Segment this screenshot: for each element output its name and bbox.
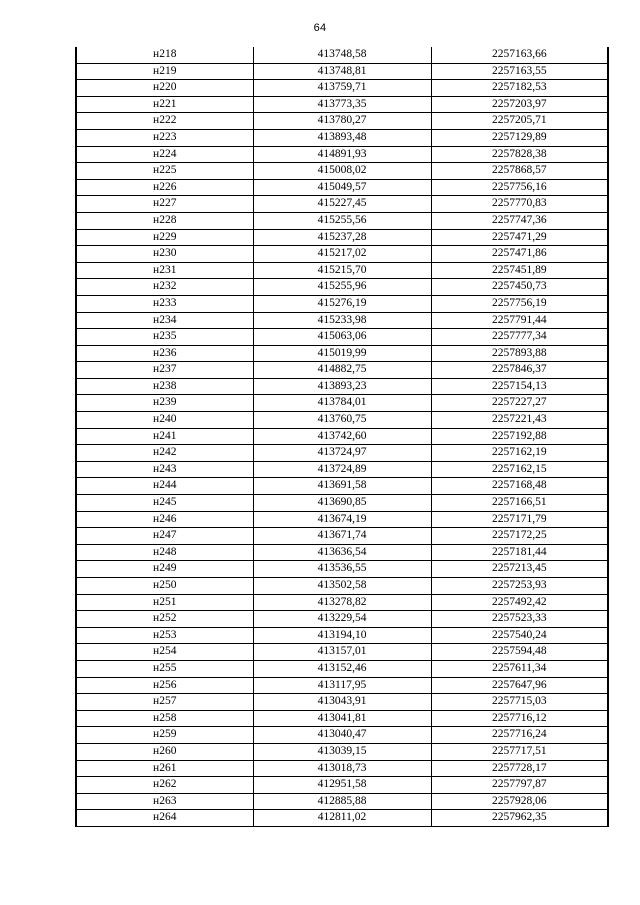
x-coordinate-cell: 413690,85 — [253, 495, 431, 512]
table-row — [76, 594, 608, 611]
y-coordinate-cell: 2257777,34 — [431, 329, 608, 346]
table-row — [76, 345, 608, 362]
y-coordinate-cell: 2257205,71 — [431, 113, 608, 130]
x-coordinate-cell: 413117,95 — [253, 677, 431, 694]
point-id-cell: н224 — [76, 146, 253, 163]
table-row — [76, 478, 608, 495]
point-id-cell: н219 — [76, 63, 253, 80]
point-id-cell: н240 — [76, 412, 253, 429]
x-coordinate-cell: 413893,23 — [253, 378, 431, 395]
y-coordinate-cell: 2257523,33 — [431, 611, 608, 628]
y-coordinate-cell: 2257192,88 — [431, 428, 608, 445]
table-row — [76, 146, 608, 163]
table-row — [76, 511, 608, 528]
y-coordinate-cell: 2257756,16 — [431, 179, 608, 196]
table-row — [76, 544, 608, 561]
table-row — [76, 561, 608, 578]
point-id-cell: н229 — [76, 229, 253, 246]
point-id-cell: н222 — [76, 113, 253, 130]
point-id-cell: н258 — [76, 710, 253, 727]
table-row — [76, 428, 608, 445]
x-coordinate-cell: 413194,10 — [253, 627, 431, 644]
table-row — [76, 660, 608, 677]
y-coordinate-cell: 2257717,51 — [431, 743, 608, 760]
coordinates-table — [75, 47, 609, 827]
y-coordinate-cell: 2257253,93 — [431, 578, 608, 595]
point-id-cell: н259 — [76, 727, 253, 744]
table-row — [76, 677, 608, 694]
table-row — [76, 727, 608, 744]
x-coordinate-cell: 413784,01 — [253, 395, 431, 412]
point-id-cell: н244 — [76, 478, 253, 495]
table-row — [76, 196, 608, 213]
table-row — [76, 810, 608, 827]
point-id-cell: н228 — [76, 212, 253, 229]
point-id-cell: н260 — [76, 743, 253, 760]
table-row — [76, 129, 608, 146]
y-coordinate-cell: 2257828,38 — [431, 146, 608, 163]
x-coordinate-cell: 412811,02 — [253, 810, 431, 827]
y-coordinate-cell: 2257770,83 — [431, 196, 608, 213]
x-coordinate-cell: 413039,15 — [253, 743, 431, 760]
table-row — [76, 179, 608, 196]
table-row — [76, 644, 608, 661]
point-id-cell: н254 — [76, 644, 253, 661]
x-coordinate-cell: 414891,93 — [253, 146, 431, 163]
table-row — [76, 80, 608, 97]
x-coordinate-cell: 415063,06 — [253, 329, 431, 346]
table-row — [76, 528, 608, 545]
y-coordinate-cell: 2257450,73 — [431, 279, 608, 296]
point-id-cell: н245 — [76, 495, 253, 512]
x-coordinate-cell: 415255,96 — [253, 279, 431, 296]
y-coordinate-cell: 2257213,45 — [431, 561, 608, 578]
table-row — [76, 229, 608, 246]
point-id-cell: н241 — [76, 428, 253, 445]
point-id-cell: н221 — [76, 96, 253, 113]
table-row — [76, 378, 608, 395]
y-coordinate-cell: 2257647,96 — [431, 677, 608, 694]
x-coordinate-cell: 413773,35 — [253, 96, 431, 113]
x-coordinate-cell: 413152,46 — [253, 660, 431, 677]
x-coordinate-cell: 413742,60 — [253, 428, 431, 445]
table-row — [76, 113, 608, 130]
table-row — [76, 777, 608, 794]
point-id-cell: н225 — [76, 163, 253, 180]
table-row — [76, 743, 608, 760]
x-coordinate-cell: 413041,81 — [253, 710, 431, 727]
table-row — [76, 627, 608, 644]
y-coordinate-cell: 2257129,89 — [431, 129, 608, 146]
x-coordinate-cell: 413502,58 — [253, 578, 431, 595]
x-coordinate-cell: 413724,97 — [253, 445, 431, 462]
table-row — [76, 163, 608, 180]
point-id-cell: н262 — [76, 777, 253, 794]
y-coordinate-cell: 2257203,97 — [431, 96, 608, 113]
table-row — [76, 412, 608, 429]
table-row — [76, 212, 608, 229]
table-row — [76, 279, 608, 296]
y-coordinate-cell: 2257171,79 — [431, 511, 608, 528]
y-coordinate-cell: 2257716,12 — [431, 710, 608, 727]
table-row — [76, 461, 608, 478]
y-coordinate-cell: 2257227,27 — [431, 395, 608, 412]
coordinates-table-body — [76, 47, 608, 826]
y-coordinate-cell: 2257893,88 — [431, 345, 608, 362]
table-row — [76, 329, 608, 346]
y-coordinate-cell: 2257594,48 — [431, 644, 608, 661]
coordinates-table-wrapper — [75, 47, 607, 827]
x-coordinate-cell: 413040,47 — [253, 727, 431, 744]
point-id-cell: н237 — [76, 362, 253, 379]
point-id-cell: н235 — [76, 329, 253, 346]
y-coordinate-cell: 2257715,03 — [431, 694, 608, 711]
x-coordinate-cell: 415217,02 — [253, 246, 431, 263]
table-row — [76, 694, 608, 711]
x-coordinate-cell: 415227,45 — [253, 196, 431, 213]
point-id-cell: н257 — [76, 694, 253, 711]
x-coordinate-cell: 413157,01 — [253, 644, 431, 661]
point-id-cell: н226 — [76, 179, 253, 196]
point-id-cell: н243 — [76, 461, 253, 478]
x-coordinate-cell: 413748,58 — [253, 47, 431, 63]
point-id-cell: н238 — [76, 378, 253, 395]
table-row — [76, 578, 608, 595]
x-coordinate-cell: 413780,27 — [253, 113, 431, 130]
table-row — [76, 793, 608, 810]
x-coordinate-cell: 413691,58 — [253, 478, 431, 495]
y-coordinate-cell: 2257172,25 — [431, 528, 608, 545]
y-coordinate-cell: 2257747,36 — [431, 212, 608, 229]
y-coordinate-cell: 2257163,66 — [431, 47, 608, 63]
point-id-cell: н251 — [76, 594, 253, 611]
point-id-cell: н248 — [76, 544, 253, 561]
point-id-cell: н246 — [76, 511, 253, 528]
x-coordinate-cell: 415049,57 — [253, 179, 431, 196]
point-id-cell: н249 — [76, 561, 253, 578]
y-coordinate-cell: 2257928,06 — [431, 793, 608, 810]
y-coordinate-cell: 2257868,57 — [431, 163, 608, 180]
y-coordinate-cell: 2257791,44 — [431, 312, 608, 329]
x-coordinate-cell: 412951,58 — [253, 777, 431, 794]
point-id-cell: н252 — [76, 611, 253, 628]
y-coordinate-cell: 2257451,89 — [431, 262, 608, 279]
x-coordinate-cell: 415255,56 — [253, 212, 431, 229]
point-id-cell: н227 — [76, 196, 253, 213]
y-coordinate-cell: 2257182,53 — [431, 80, 608, 97]
point-id-cell: н233 — [76, 295, 253, 312]
y-coordinate-cell: 2257728,17 — [431, 760, 608, 777]
table-row — [76, 395, 608, 412]
page-number: 64 — [313, 22, 327, 34]
y-coordinate-cell: 2257611,34 — [431, 660, 608, 677]
y-coordinate-cell: 2257962,35 — [431, 810, 608, 827]
x-coordinate-cell: 413636,54 — [253, 544, 431, 561]
point-id-cell: н218 — [76, 47, 253, 63]
x-coordinate-cell: 414882,75 — [253, 362, 431, 379]
x-coordinate-cell: 412885,88 — [253, 793, 431, 810]
x-coordinate-cell: 415276,19 — [253, 295, 431, 312]
y-coordinate-cell: 2257756,19 — [431, 295, 608, 312]
y-coordinate-cell: 2257716,24 — [431, 727, 608, 744]
x-coordinate-cell: 413278,82 — [253, 594, 431, 611]
table-row — [76, 295, 608, 312]
point-id-cell: н264 — [76, 810, 253, 827]
point-id-cell: н261 — [76, 760, 253, 777]
point-id-cell: н242 — [76, 445, 253, 462]
table-row — [76, 262, 608, 279]
x-coordinate-cell: 415008,02 — [253, 163, 431, 180]
point-id-cell: н234 — [76, 312, 253, 329]
x-coordinate-cell: 413229,54 — [253, 611, 431, 628]
x-coordinate-cell: 413043,91 — [253, 694, 431, 711]
x-coordinate-cell: 413759,71 — [253, 80, 431, 97]
x-coordinate-cell: 413536,55 — [253, 561, 431, 578]
table-row — [76, 760, 608, 777]
x-coordinate-cell: 413724,89 — [253, 461, 431, 478]
x-coordinate-cell: 415233,98 — [253, 312, 431, 329]
x-coordinate-cell: 413760,75 — [253, 412, 431, 429]
table-row — [76, 312, 608, 329]
y-coordinate-cell: 2257846,37 — [431, 362, 608, 379]
y-coordinate-cell: 2257471,86 — [431, 246, 608, 263]
table-row — [76, 47, 608, 63]
table-row — [76, 362, 608, 379]
x-coordinate-cell: 413018,73 — [253, 760, 431, 777]
x-coordinate-cell: 413674,19 — [253, 511, 431, 528]
table-row — [76, 445, 608, 462]
x-coordinate-cell: 415215,70 — [253, 262, 431, 279]
y-coordinate-cell: 2257163,55 — [431, 63, 608, 80]
x-coordinate-cell: 413893,48 — [253, 129, 431, 146]
point-id-cell: н253 — [76, 627, 253, 644]
y-coordinate-cell: 2257797,87 — [431, 777, 608, 794]
y-coordinate-cell: 2257540,24 — [431, 627, 608, 644]
point-id-cell: н250 — [76, 578, 253, 595]
y-coordinate-cell: 2257162,19 — [431, 445, 608, 462]
table-row — [76, 246, 608, 263]
x-coordinate-cell: 413748,81 — [253, 63, 431, 80]
y-coordinate-cell: 2257181,44 — [431, 544, 608, 561]
x-coordinate-cell: 415237,28 — [253, 229, 431, 246]
x-coordinate-cell: 415019,99 — [253, 345, 431, 362]
point-id-cell: н223 — [76, 129, 253, 146]
y-coordinate-cell: 2257221,43 — [431, 412, 608, 429]
point-id-cell: н231 — [76, 262, 253, 279]
point-id-cell: н247 — [76, 528, 253, 545]
x-coordinate-cell: 413671,74 — [253, 528, 431, 545]
y-coordinate-cell: 2257471,29 — [431, 229, 608, 246]
y-coordinate-cell: 2257154,13 — [431, 378, 608, 395]
point-id-cell: н220 — [76, 80, 253, 97]
y-coordinate-cell: 2257162,15 — [431, 461, 608, 478]
table-row — [76, 710, 608, 727]
point-id-cell: н232 — [76, 279, 253, 296]
y-coordinate-cell: 2257168,48 — [431, 478, 608, 495]
table-row — [76, 63, 608, 80]
table-row — [76, 96, 608, 113]
y-coordinate-cell: 2257492,42 — [431, 594, 608, 611]
point-id-cell: н255 — [76, 660, 253, 677]
point-id-cell: н230 — [76, 246, 253, 263]
table-row — [76, 495, 608, 512]
point-id-cell: н263 — [76, 793, 253, 810]
point-id-cell: н236 — [76, 345, 253, 362]
table-row — [76, 611, 608, 628]
point-id-cell: н256 — [76, 677, 253, 694]
point-id-cell: н239 — [76, 395, 253, 412]
y-coordinate-cell: 2257166,51 — [431, 495, 608, 512]
